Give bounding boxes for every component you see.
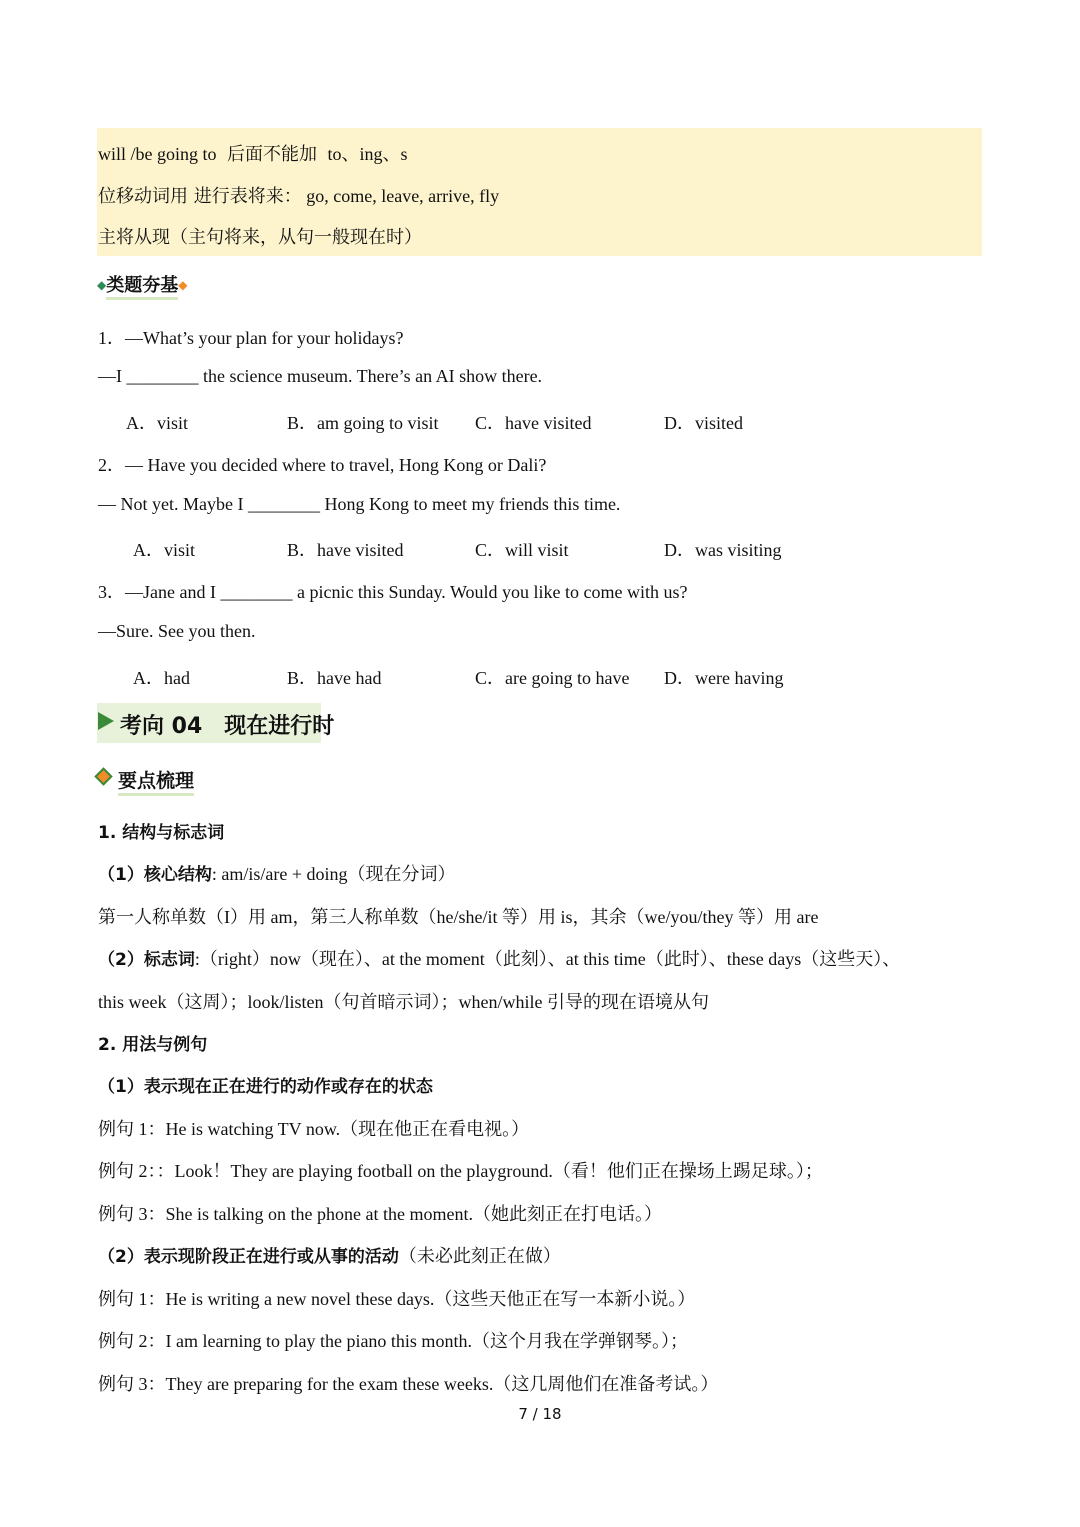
content-subheading-2 (98, 1242, 561, 1268)
content-heading-1: 1. 结构与标志词 (98, 823, 225, 843)
question-1-stem: 1．—What’s your plan for your holidays? (98, 328, 404, 348)
question-1-option-a: A．visit (126, 413, 189, 433)
kaoxiang-title: 考向 04 现在进行时 (120, 714, 335, 739)
content-subheading-2-label: （2）表示现阶段正在进行或从事的活动 (98, 1247, 399, 1267)
diamond-green-icon: ◆ (97, 278, 107, 292)
question-1-option-b: B．am going to visit (287, 413, 439, 433)
summary-line-3: 主将从现（主句将来，从句一般现在时） (98, 227, 422, 248)
content-p1 (98, 860, 455, 886)
summary-line-1-cn: 后面不能加 (227, 144, 317, 165)
question-2-line2: — Not yet. Maybe I ________ Hong Kong to meet my friends this time. (98, 494, 621, 514)
question-3-line2: —Sure. See you then. (98, 621, 256, 641)
question-3-stem: 3．—Jane and I ________ a picnic this Sunday. Would you like to come with us? (98, 582, 688, 602)
summary-line-1-en: will /be going to (98, 144, 217, 164)
example-1: 例句 1：He is watching TV now.（现在他正在看电视。） (98, 1119, 530, 1139)
content-p1-label: （1）核心结构 (98, 865, 212, 885)
content-p2: 第一人称单数（I）用 am，第三人称单数（he/she/it 等）用 is，其余（we/you/they 等）用 are (98, 907, 819, 927)
section-heading-text: 类题夯基 (106, 275, 178, 300)
question-2-stem: 2．— Have you decided where to travel, Hong Kong or Dali? (98, 455, 547, 475)
question-3-option-b: B．have had (287, 668, 382, 688)
content-subheading-2-tail: （未必此刻正在做） (398, 1246, 561, 1266)
example-4: 例句 1：He is writing a new novel these days.（这些天他正在写一本新小说。） (98, 1289, 696, 1309)
play-arrow-icon (98, 712, 114, 730)
key-points-diamond-icon (94, 767, 112, 785)
question-2-option-c: C．will visit (475, 540, 569, 560)
example-2: 例句 2：：Look！They are playing football on the playground.（看！他们正在操场上踢足球。）； (98, 1161, 823, 1181)
summary-line-2 (98, 182, 499, 208)
question-3-option-d: D．were having (664, 668, 784, 688)
key-points-heading (97, 766, 194, 793)
question-1-option-d: D．visited (664, 413, 743, 433)
question-3-option-c: C．are going to have (475, 668, 630, 688)
question-2-option-b: B．have visited (287, 540, 404, 560)
question-1-line2: —I ________ the science museum. There’s an AI show there. (98, 366, 543, 386)
diamond-orange-icon: ◆ (178, 278, 188, 292)
question-2-option-a: A．visit (133, 540, 196, 560)
example-6: 例句 3：They are preparing for the exam these weeks.（这几周他们在准备考试。） (98, 1374, 719, 1394)
content-p3-label: （2）标志词 (98, 950, 195, 970)
example-5: 例句 2：I am learning to play the piano this month.（这个月我在学弹钢琴。）； (98, 1331, 688, 1351)
section-heading (97, 271, 187, 297)
example-3: 例句 3：She is talking on the phone at the moment.（她此刻正在打电话。） (98, 1204, 662, 1224)
content-p1-text: : am/is/are + doing（现在分词） (211, 864, 456, 884)
question-2-option-d: D．was visiting (664, 540, 782, 560)
content-p4: this week（这周）；look/listen（句首暗示词）；when/while 引导的现在语境从句 (98, 992, 709, 1012)
question-1-option-c: C．have visited (475, 413, 592, 433)
page-number: 7 / 18 (518, 1405, 562, 1423)
content-p3-text: :（right）now（现在）、at the moment（此刻）、at this time（此时）、these days（这些天）、 (194, 949, 901, 969)
summary-line-1 (98, 140, 408, 166)
content-subheading-1: （1）表示现在正在进行的动作或存在的状态 (98, 1077, 433, 1097)
key-points-heading-text: 要点梳理 (118, 770, 194, 796)
question-3-option-a: A．had (133, 668, 190, 688)
summary-line-2-cn: 位移动词用 进行表将来： (98, 186, 302, 207)
content-p3 (98, 945, 900, 971)
content-heading-2: 2. 用法与例句 (98, 1035, 208, 1055)
summary-line-2-en: go, come, leave, arrive, fly (306, 186, 500, 206)
summary-line-1-tail: to、ing、s (327, 144, 408, 164)
